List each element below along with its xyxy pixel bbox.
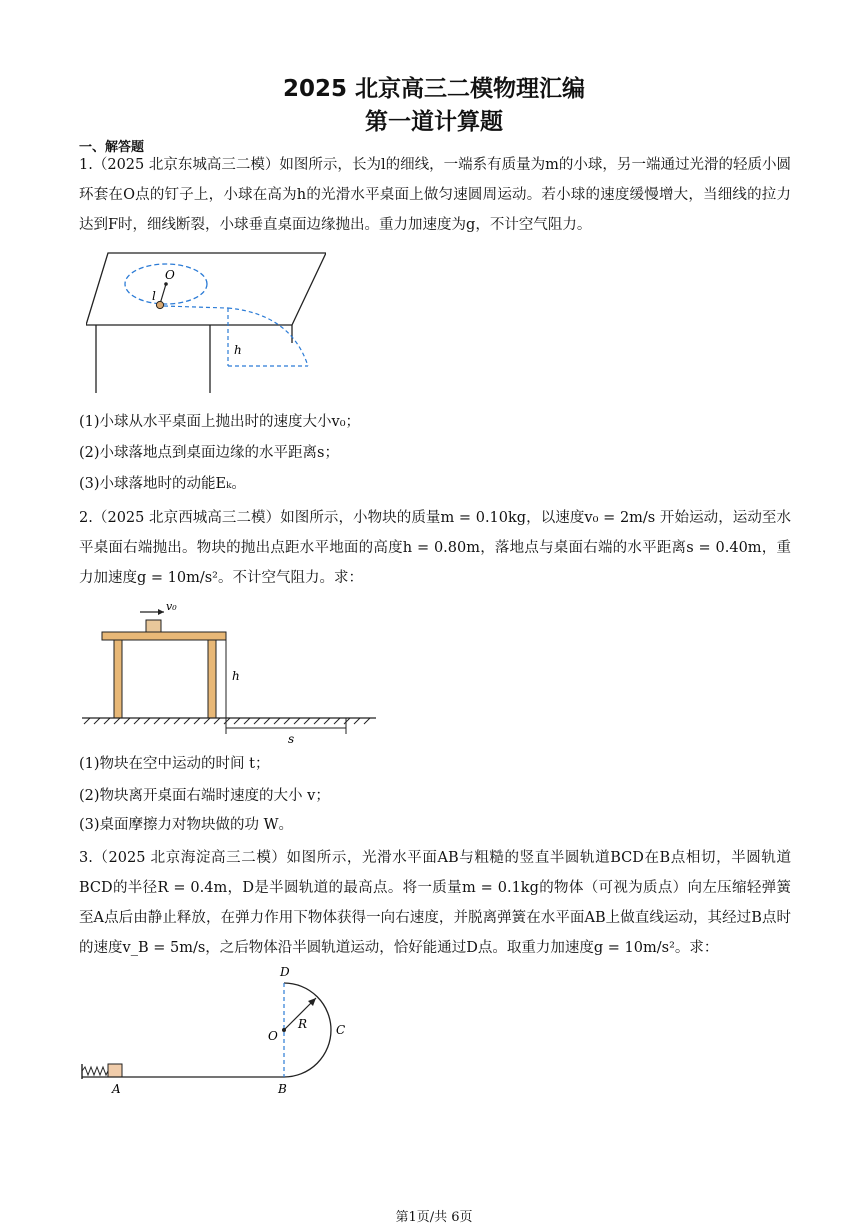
question-2-sub-1: (1)物块在空中运动的时间 t； <box>79 756 270 772</box>
ball <box>156 301 163 308</box>
semicircle-track <box>284 983 331 1077</box>
ground-hatch <box>84 718 370 724</box>
page-footer: 第1页/共 6页 <box>395 1210 473 1225</box>
question-2-figure <box>80 598 380 748</box>
document-subtitle: 第一道计算题 <box>365 109 503 135</box>
question-2-sub-3: (3)桌面摩擦力对物块做的功 W。 <box>79 817 294 833</box>
label-l: l <box>152 289 156 303</box>
launch-path <box>164 306 228 308</box>
spring <box>82 1067 108 1075</box>
question-1-sub-3: (3)小球落地时的动能Eₖ。 <box>79 476 246 492</box>
label-R: R <box>298 1017 308 1031</box>
label-C: C <box>336 1023 346 1037</box>
question-1-text: 1.（2025 北京东城高三二模）如图所示，长为l的细线，一端系有质量为m的小球，另一端通过光滑的轻质小圆环套在O点的钉子上，小球在高为h的光滑水平桌面上做匀速圆周运动。若小球的速度缓慢增大，当细线的拉力达到F时，细线断裂，小球垂直桌面边缘抛出。重力加速度为g，不计空气阻力。 <box>79 157 791 233</box>
label-A: A <box>112 1082 121 1096</box>
table-top <box>86 253 326 325</box>
question-1-sub-2: (2)小球落地点到桌面边缘的水平距离s； <box>79 445 339 461</box>
question-1-figure <box>86 248 326 398</box>
question-2-sub-2: (2)物块离开桌面右端时速度的大小 v； <box>79 788 330 804</box>
label-D: D <box>280 965 290 979</box>
question-3-text: 3.（2025 北京海淀高三二模）如图所示，光滑水平面AB与粗糙的竖直半圆轨道BCD在B点相切，半圆轨道BCD的半径R = 0.4m，D是半圆轨道的最高点。将一质量m = 0.1kg的物体（可视为质点）向左压缩轻弹簧至A点后由静止释放，在弹力作用下物体获得一向右速度，并脱离弹簧在水平面AB上做直线运动，其经过B点时的速度v_B = 5m/s，之后物体沿半圆轨道运动，恰好能通过D点。取重力加速度g = 10m/s²。求： <box>79 850 791 956</box>
document-title: 2025 北京高三二模物理汇编 <box>282 76 586 102</box>
label-B: B <box>278 1082 287 1096</box>
question-2-text: 2.（2025 北京西城高三二模）如图所示，小物块的质量m = 0.10kg，以速度v₀ = 2m/s 开始运动，运动至水平桌面右端抛出。物块的抛出点距水平地面的高度h = 0.80m，落地点与桌面右端的水平距离s = 0.40m，重力加速度g = 10m/s²。不计空气阻力。求： <box>79 510 791 586</box>
table-top <box>102 632 226 640</box>
block <box>108 1064 122 1077</box>
label-s: s <box>288 732 295 746</box>
label-h: h <box>232 669 240 683</box>
label-O: O <box>268 1029 278 1043</box>
label-h: h <box>234 343 242 357</box>
block <box>146 620 161 632</box>
table-leg <box>114 640 122 718</box>
question-3-figure <box>76 962 366 1102</box>
question-1-sub-1: (1)小球从水平桌面上抛出时的速度大小v₀； <box>79 414 361 430</box>
label-O: O <box>165 268 175 282</box>
table-leg <box>208 640 216 718</box>
arrow-head <box>158 609 164 615</box>
label-v0: v₀ <box>166 600 177 613</box>
section-heading: 一、解答题 <box>79 140 145 155</box>
